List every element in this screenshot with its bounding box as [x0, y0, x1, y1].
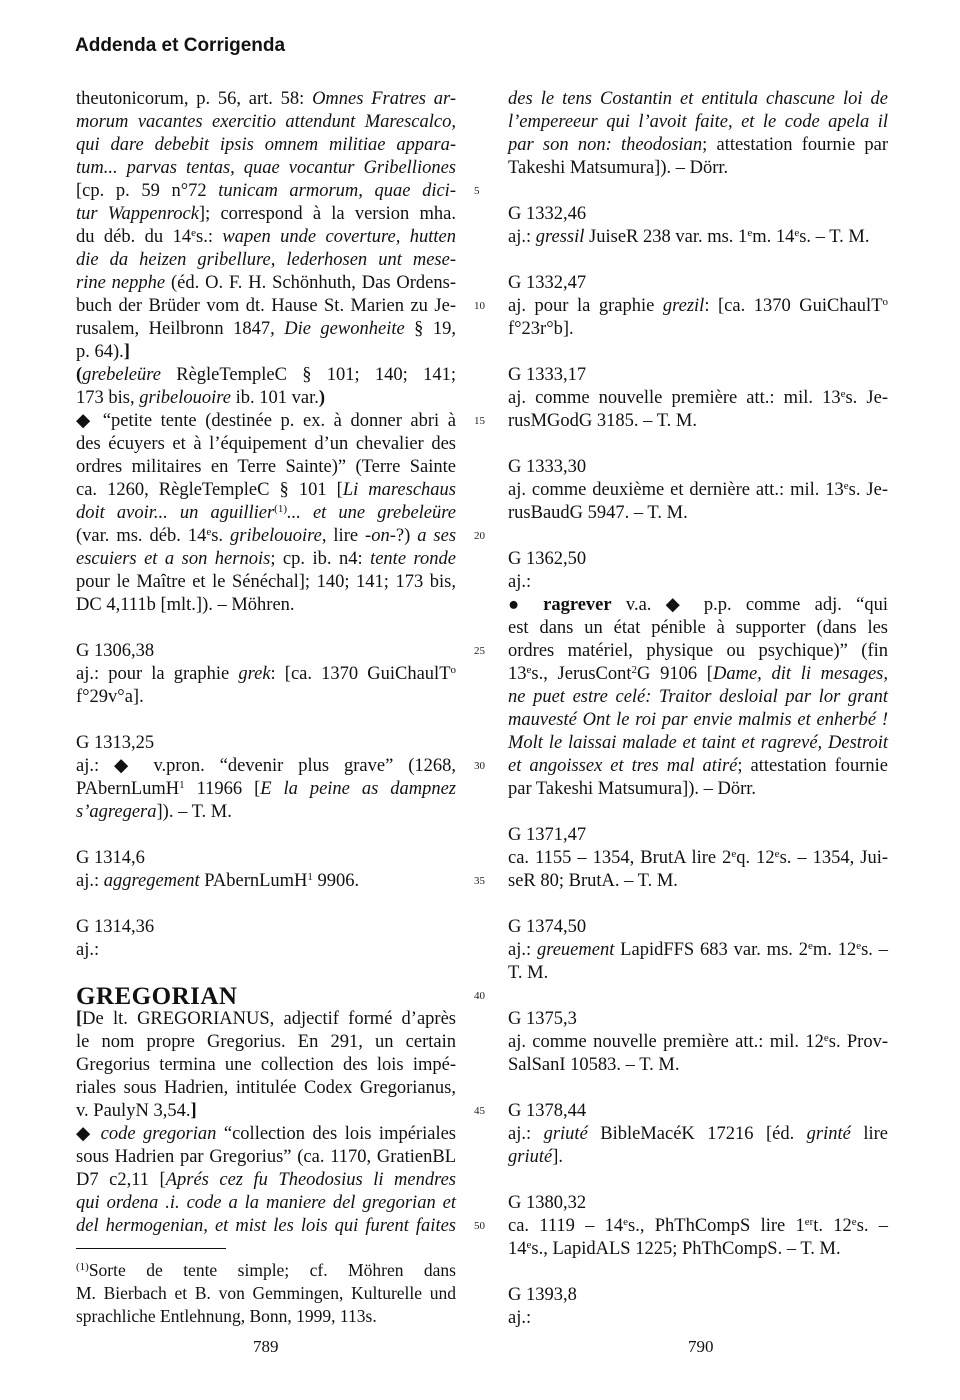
text-line: G 1314,36	[76, 917, 155, 937]
text-line: SalSanI 10583. – T. M.	[508, 1055, 680, 1075]
right-column	[508, 88, 888, 1330]
text-line: rusBaudG 5947. – T. M.	[508, 503, 688, 523]
text-line: 14es., LapidALS 1225; PhThCompS. – T. M.	[508, 1239, 841, 1259]
text-line: s’agregera]). – T. M.	[76, 802, 232, 822]
text-line: G 1374,50	[508, 917, 587, 937]
text-line: rusalem, Heilbronn 1847, Die gewonheite § 19,	[76, 319, 457, 339]
text-line: escuiers et a son hernois; cp. ib. n4: tente ronde	[76, 549, 456, 569]
text-line: seR 80; BrutA. – T. M.	[508, 871, 678, 891]
text-line: mauvesté Ont le roi par envie malmis et enherbé !	[508, 710, 888, 730]
line-number: 25	[474, 645, 485, 657]
folio-left: 789	[253, 1337, 279, 1356]
spacer	[508, 249, 888, 272]
footnote	[76, 1259, 456, 1328]
text-line: aj. comme deuxième et dernière att.: mil. 13es. Je-	[508, 480, 888, 500]
text-line: ordres militaires en Terre Sainte)” (Terre Sainte	[76, 457, 456, 477]
text-line: [cp. p. 59 n°72 tunicam armorum, quae dici-	[76, 181, 456, 201]
text-line: G 1333,30	[508, 457, 587, 477]
spacer	[508, 525, 888, 548]
text-line: aj.: greuement LapidFFS 683 var. ms. 2em. 12es. –	[508, 940, 888, 960]
text-line: morum vacantes exercitio attendunt Marescalco,	[76, 112, 456, 132]
text-line: 173 bis, gribelouoire ib. 101 var.)	[76, 388, 326, 408]
text-line: des écuyers et à l’équipement d’un chevalier des	[76, 434, 456, 454]
spacer	[508, 985, 888, 1008]
text-line: G 1393,8	[508, 1285, 577, 1305]
spacer	[508, 433, 888, 456]
text-line: aj.:	[508, 572, 532, 592]
text-line: des le tens Costantin et entitula chascune loi de	[508, 89, 888, 109]
text-line: riales sous Hadrien, intitulée Codex Gregorianus,	[76, 1078, 456, 1098]
text-line: ◆ “petite tente (destinée p. ex. à donner abri à	[76, 411, 456, 431]
text-line: G 1313,25	[76, 733, 155, 753]
text-line: (var. ms. déb. 14es. gribelouoire, lire -on-?) a ses	[76, 526, 457, 546]
text-line: ordres matériel, physique ou psychique)” (fin	[508, 641, 888, 661]
running-head: Addenda et Corrigenda	[75, 35, 286, 56]
text-line: PAbernLumH$^1$ 11966 [E la peine as dampnez	[76, 779, 456, 799]
spacer	[508, 180, 888, 203]
text-line: doit avoir... un aguillier$^{(1)}$... et une grebeleüre	[76, 503, 456, 523]
text-line: rine nepphe (éd. O. F. H. Schönhuth, Das Ordens-	[76, 273, 456, 293]
footnote-line: M. Bierbach et B. von Gemmingen, Kulturelle und	[76, 1283, 456, 1303]
line-number: 5	[474, 185, 480, 197]
spacer	[76, 709, 456, 732]
spacer	[76, 824, 456, 847]
folio-right: 790	[688, 1337, 714, 1356]
text-line: Molt le laissai malade et taint et ragrevé, Destroit	[508, 733, 888, 753]
text-line: G 1332,46	[508, 204, 587, 224]
text-line: du déb. du 14es.: wapen unde coverture, hutten	[76, 227, 456, 247]
entry-headword: GREGORIAN	[76, 983, 238, 1010]
text-line: aj. comme nouvelle première att.: mil. 13es. Je-	[508, 388, 888, 408]
footnote-line: sprachliche Entlehnung, Bonn, 1999, 113s.	[76, 1306, 377, 1326]
text-line: aj.: pour la graphie grek: [ca. 1370 GuiChaulT$^o$	[76, 664, 456, 684]
text-line: theutonicorum, p. 56, art. 58: Omnes Fratres ar-	[76, 89, 457, 109]
text-line: le nom propre Gregorius. En 291, un certain	[76, 1032, 456, 1052]
text-line: aj.:	[508, 1308, 532, 1328]
text-line: f°23r°b].	[508, 319, 574, 339]
text-line: (grebeleüre RègleTempleC § 101; 140; 141;	[76, 365, 456, 385]
text-line: D7 c2,11 [Aprés cez fu Theodosius li mendres	[76, 1170, 456, 1190]
spacer	[508, 801, 888, 824]
text-line: par Takeshi Matsumura]). – Dörr.	[508, 779, 757, 799]
spacer	[508, 1169, 888, 1192]
line-number: 40	[474, 990, 485, 1002]
text-line: ◆ code gregorian “collection des lois impériales	[76, 1124, 456, 1144]
footnote-rule	[76, 1248, 226, 1259]
text-line: del hermogenian, et mist les lois qui furent faites	[76, 1216, 456, 1236]
spacer	[508, 1077, 888, 1100]
spacer	[76, 893, 456, 916]
text-line: et angoissex et tres mal atiré; attestation fournie	[508, 756, 888, 776]
spacer	[508, 341, 888, 364]
text-line: qui ordena .i. code a la maniere del gregorian et	[76, 1193, 456, 1213]
spacer	[76, 962, 456, 985]
text-line: G 1362,50	[508, 549, 587, 569]
text-line: f°29v°a].	[76, 687, 144, 707]
text-line: aj. pour la graphie grezil: [ca. 1370 GuiChaulT$^o$	[508, 296, 888, 316]
text-line: buch der Brüder vom dt. Hause St. Marien zu Je-	[76, 296, 456, 316]
text-line: aj.: aggregement PAbernLumH$^1$ 9906.	[76, 871, 360, 891]
text-line: G 1314,6	[76, 848, 145, 868]
spacer	[76, 617, 456, 640]
text-line: G 1380,32	[508, 1193, 587, 1213]
line-number: 45	[474, 1105, 485, 1117]
text-line: [De lt. GREGORIANUS, adjectif formé d’après	[76, 1009, 456, 1029]
text-line: die da heizen gribellure, lederhosen unt mese-	[76, 250, 456, 270]
text-line: 13es., JerusCont$^2$G 9106 [Dame, dit li mesages,	[508, 664, 888, 684]
text-line: l’empereeur qui l’avoit faite, et le code apela il	[508, 112, 888, 132]
text-line: griuté].	[508, 1147, 563, 1167]
text-line: G 1333,17	[508, 365, 587, 385]
text-line: aj.: gressil JuiseR 238 var. ms. 1em. 14es. – T. M.	[508, 227, 870, 247]
text-line: par son non: theodosian; attestation fournie par	[508, 135, 888, 155]
text-line: tur Wappenrock]; correspond à la version mha.	[76, 204, 456, 224]
text-line: G 1371,47	[508, 825, 587, 845]
text-line: aj.: griuté BibleMacéK 17216 [éd. grinté lire	[508, 1124, 888, 1144]
text-line: DC 4,111b [mlt.]). – Möhren.	[76, 595, 295, 615]
text-line: ca. 1119 – 14es., PhThCompS lire 1ert. 12es. –	[508, 1216, 889, 1236]
line-number: 30	[474, 760, 485, 772]
text-line: qui dare debebit ipsis omnem militiae appara-	[76, 135, 456, 155]
text-line: G 1306,38	[76, 641, 155, 661]
text-line: G 1378,44	[508, 1101, 587, 1121]
text-line: aj.:	[76, 940, 100, 960]
text-line: aj.: ◆ v.pron. “devenir plus grave” (1268,	[76, 756, 456, 776]
text-line: ne puet estre celé: Traitor desloial par lor grant	[508, 687, 888, 707]
footnote-line: $^{(1)}$Sorte de tente simple; cf. Möhren dans	[76, 1260, 456, 1280]
text-line: G 1332,47	[508, 273, 587, 293]
text-line: Gregorius termina une collection des lois impé-	[76, 1055, 456, 1075]
text-line: tum... parvas tentas, quae vocantur Gribelliones	[76, 158, 456, 178]
line-number: 15	[474, 415, 485, 427]
text-line: pour le Maître et le Sénéchal]; 140; 141; 173 bis,	[76, 572, 456, 592]
left-column	[76, 88, 456, 1328]
line-number: 35	[474, 875, 485, 887]
line-number: 50	[474, 1220, 485, 1232]
text-line: ● ragrever v.a. ◆ p.p. comme adj. “qui	[508, 595, 888, 615]
spacer	[508, 893, 888, 916]
text-line: sous Hadrien par Gregorius” (ca. 1170, GratienBL	[76, 1147, 456, 1167]
text-line: T. M.	[508, 963, 549, 983]
line-number: 20	[474, 530, 485, 542]
text-line: rusMGodG 3185. – T. M.	[508, 411, 697, 431]
text-line: est dans un état pénible à supporter (dans les	[508, 618, 888, 638]
line-number: 10	[474, 300, 485, 312]
text-line: ca. 1155 – 1354, BrutA lire 2eq. 12es. – 1354, Jui-	[508, 848, 889, 868]
spacer	[508, 1261, 888, 1284]
text-line: G 1375,3	[508, 1009, 577, 1029]
text-line: v. PaulyN 3,54.]	[76, 1101, 197, 1121]
text-line: ca. 1260, RègleTempleC § 101 [Li mareschaus	[76, 480, 456, 500]
text-line: aj. comme nouvelle première att.: mil. 12es. Prov-	[508, 1032, 889, 1052]
text-line: Takeshi Matsumura]). – Dörr.	[508, 158, 729, 178]
text-line: p. 64).]	[76, 342, 130, 362]
